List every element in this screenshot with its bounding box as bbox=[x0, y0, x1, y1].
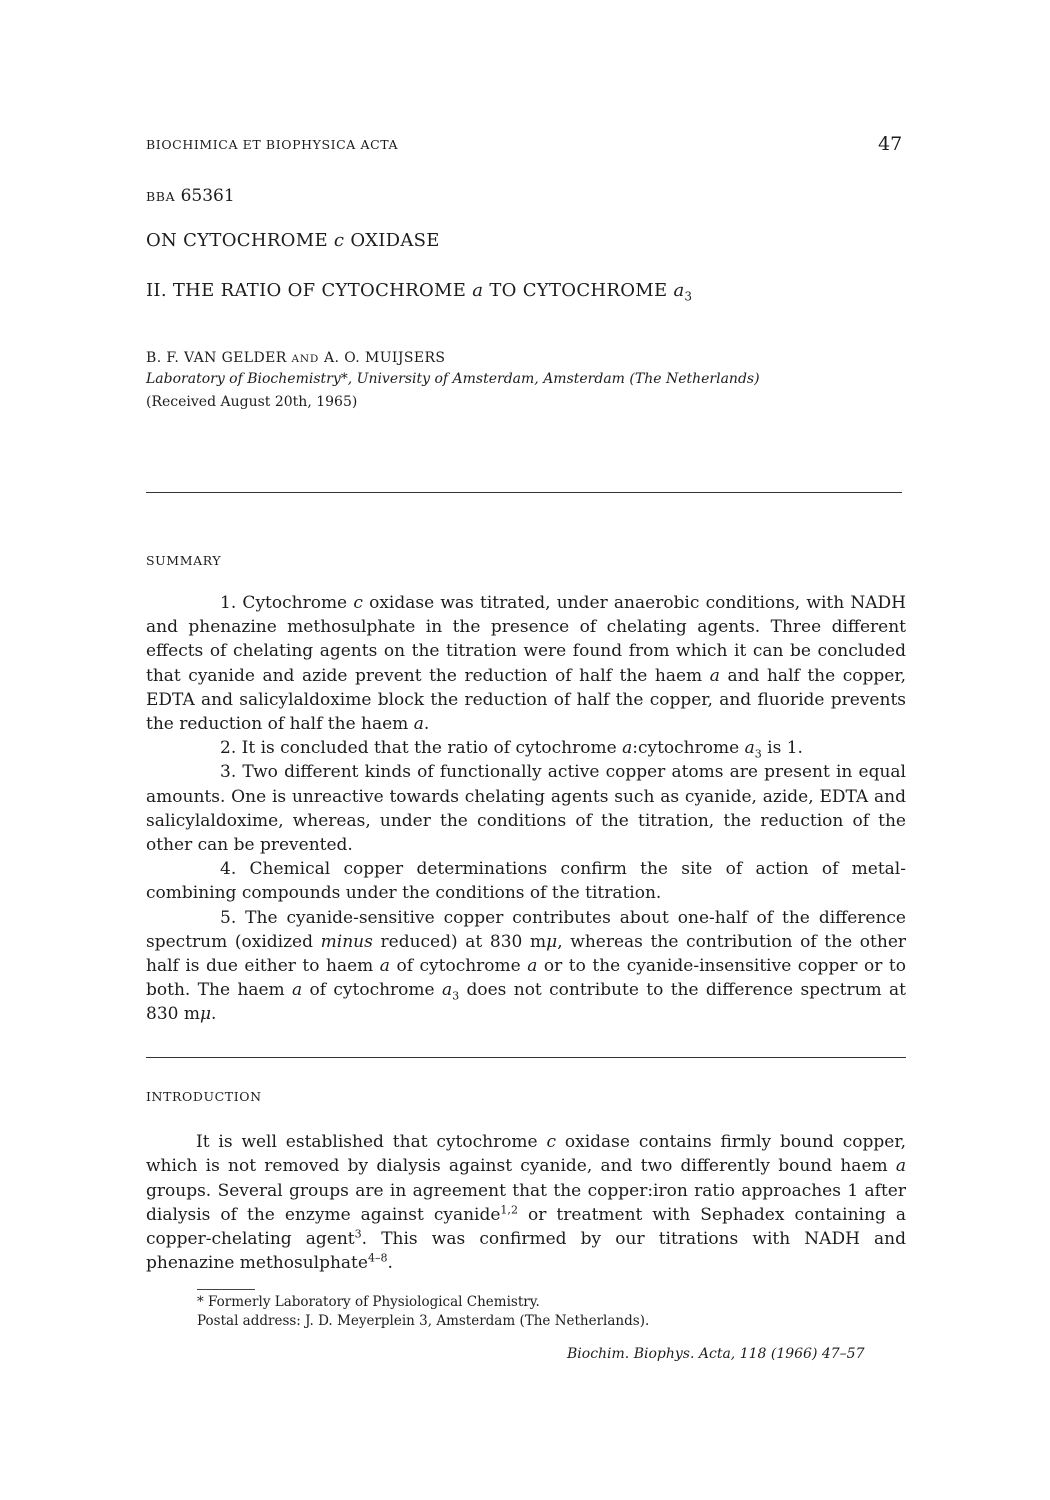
summary-divider-top bbox=[146, 492, 902, 493]
journal-citation: Biochim. Biophys. Acta, 118 (1966) 47–57 bbox=[567, 1346, 865, 1362]
introduction-body bbox=[146, 1130, 906, 1276]
summary-divider-bottom bbox=[146, 1057, 906, 1058]
reference-4-8: 4–8 bbox=[367, 1251, 388, 1265]
summary-point-2: 2. It is concluded that the ratio of cytochrome a:cytochrome $a_3$ is 1. bbox=[220, 738, 803, 761]
summary-point-4: 4. Chemical copper determinations confirm the site of action of metal-combining compounds under the conditions of the titration. bbox=[146, 859, 906, 904]
affiliation: Laboratory of Biochemistry*, University of Amsterdam, Amsterdam (The Netherlands) bbox=[146, 371, 760, 387]
introduction-paragraph: It is well established that cytochrome c oxidase contains firmly bound copper, which is not removed by dialysis against cyanide, and two differently bound haem a groups. Several groups are in agreement that the copper:iron ratio approaches 1 after dialysis of the enzyme against cyanide$^{1,2}$ or treatment with Sephadex containing a copper-chelating agent$^3$. This was confirmed by our titrations with NADH and phenazine methosulphate$^{4-8}$. bbox=[146, 1132, 906, 1274]
summary-heading: SUMMARY bbox=[146, 553, 222, 568]
footnote-1: * Formerly Laboratory of Physiological Chemistry. bbox=[197, 1294, 540, 1310]
introduction-heading: INTRODUCTION bbox=[146, 1089, 262, 1104]
article-code-number: 65361 bbox=[180, 186, 235, 206]
title-line-2: II. THE RATIO OF CYTOCHROME a TO CYTOCHROME $a_3$ bbox=[146, 280, 693, 304]
summary-point-3: 3. Two different kinds of functionally active copper atoms are present in equal amounts. One is unreactive towards chelating agents such as cyanide, azide, EDTA and salicylaldoxime, whereas, under the conditions of the titration, the reduction of the other can be prevented. bbox=[146, 762, 906, 856]
title-line-1: ON CYTOCHROME c OXIDASE bbox=[146, 230, 440, 251]
page-number: 47 bbox=[878, 133, 903, 155]
reference-1-2: 1,2 bbox=[500, 1203, 518, 1217]
journal-name: BIOCHIMICA ET BIOPHYSICA ACTA bbox=[146, 137, 399, 152]
summary-point-1: 1. Cytochrome c oxidase was titrated, under anaerobic conditions, with NADH and phenazine methosulphate in the presence of chelating agents. Three different effects of chelating agents on the titration were found from which it can be concluded that cyanide and azide prevent the reduction of half the haem a and half the copper, EDTA and salicylaldoxime block the reduction of half the copper, and fluoride prevents the reduction of half the haem a. bbox=[146, 593, 907, 735]
received-date: (Received August 20th, 1965) bbox=[146, 394, 358, 410]
article-code-prefix: BBA bbox=[146, 189, 176, 204]
article-code bbox=[146, 186, 235, 206]
summary-point-5: 5. The cyanide-sensitive copper contributes about one-half of the difference spectrum (oxidized minus reduced) at 830 mμ, whereas the contribution of the other half is due either to haem a of cytochrome a or to the cyanide-insensitive copper or to both. The haem a of cytochrome $a_3$ does not contribute to the difference spectrum at 830 mμ. bbox=[146, 907, 907, 1025]
footnote-divider bbox=[197, 1289, 255, 1290]
summary-body bbox=[146, 591, 906, 1027]
reference-3: 3 bbox=[354, 1227, 362, 1241]
authors: B. F. VAN GELDER AND A. O. MUIJSERS bbox=[146, 350, 446, 366]
footnote-2: Postal address: J. D. Meyerplein 3, Amsterdam (The Netherlands). bbox=[197, 1313, 650, 1329]
